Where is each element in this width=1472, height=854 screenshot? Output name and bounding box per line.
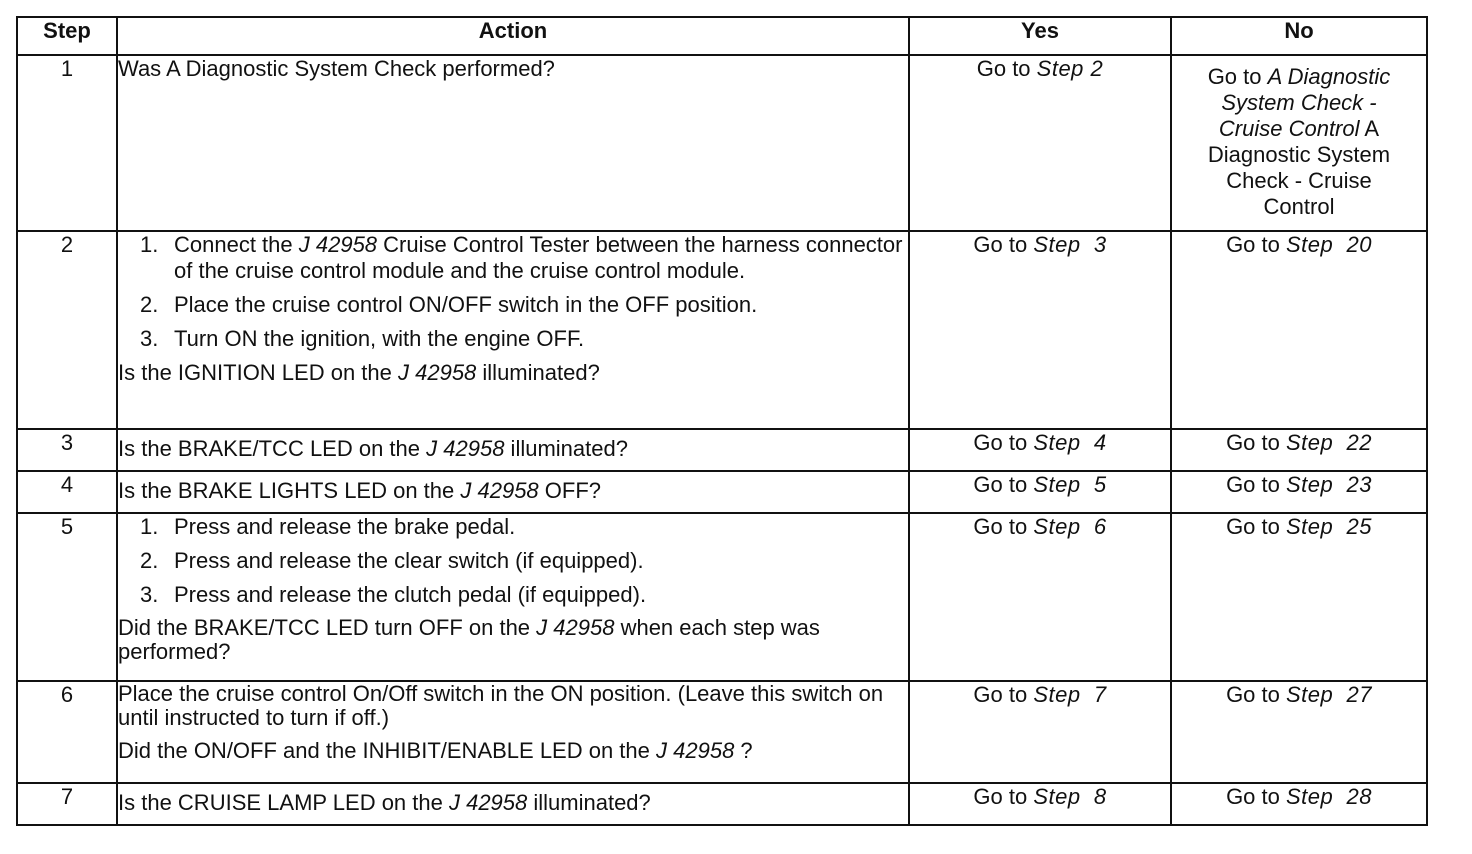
instruction-list (118, 514, 908, 608)
header-step: Step (17, 17, 117, 55)
yes-prefix: Go to (973, 472, 1034, 497)
no-target-link[interactable]: Step 22 (1285, 430, 1372, 455)
yes-target-link[interactable]: Step 7 (1033, 682, 1107, 707)
tool-reference: J 42958 (460, 478, 539, 503)
yes-cell (909, 231, 1171, 429)
no-prefix: Go to (1226, 682, 1286, 707)
no-prefix: Go to (1226, 514, 1286, 539)
question-pre: Did the BRAKE/TCC LED turn OFF on the (118, 615, 537, 640)
action-cell (117, 783, 909, 825)
table-row-step-2 (17, 231, 1427, 429)
yes-cell (909, 429, 1171, 471)
question-text (118, 790, 908, 816)
no-cell (1171, 429, 1427, 471)
item-text: Place the cruise control ON/OFF switch in the OFF position. (174, 292, 758, 317)
table-row-step-4 (17, 471, 1427, 513)
step-number: 2 (17, 231, 117, 429)
table-row-step-3 (17, 429, 1427, 471)
no-cell (1171, 681, 1427, 783)
item-text: Cruise Control Tester between the harness connector of the cruise control module and the cruise control module. (174, 232, 903, 283)
header-row (17, 17, 1427, 55)
instruction-item (118, 232, 908, 284)
item-text: Turn ON the ignition, with the engine OFF. (174, 326, 585, 351)
question-text (118, 436, 908, 462)
action-cell (117, 231, 909, 429)
question-pre: Did the ON/OFF and the INHIBIT/ENABLE LED on the (118, 738, 657, 763)
no-target-link[interactable]: Step 20 (1285, 232, 1372, 257)
item-number: 2. (140, 548, 159, 573)
question-text (118, 616, 908, 664)
no-target-link[interactable]: Step 23 (1285, 472, 1372, 497)
yes-cell (909, 513, 1171, 681)
step-number: 1 (17, 55, 117, 231)
question-post: illuminated? (527, 790, 651, 815)
step-number: 6 (17, 681, 117, 783)
tool-reference: J 42958 (398, 360, 477, 385)
yes-target-link[interactable]: Step 2 (1036, 56, 1104, 81)
instruction-item (118, 326, 908, 352)
yes-prefix: Go to (973, 430, 1034, 455)
item-number: 3. (140, 326, 159, 351)
item-text: Press and release the brake pedal. (174, 514, 516, 539)
tool-reference: J 42958 (448, 790, 528, 815)
yes-target-link[interactable]: Step 4 (1033, 430, 1107, 455)
yes-cell (909, 55, 1171, 231)
no-target-link[interactable]: Step 28 (1285, 784, 1372, 809)
question-pre: Is the BRAKE/TCC LED on the (118, 436, 427, 461)
table-row-step-6 (17, 681, 1427, 783)
no-target-link[interactable]: Step 25 (1285, 514, 1372, 539)
instruction-item (118, 514, 908, 540)
yes-cell (909, 783, 1171, 825)
yes-cell (909, 471, 1171, 513)
no-prefix: Go to (1226, 784, 1286, 809)
no-target-link[interactable]: Step 27 (1285, 682, 1372, 707)
question-text (118, 738, 908, 764)
question-post: ? (734, 738, 753, 763)
yes-target-link[interactable]: Step 6 (1033, 514, 1107, 539)
no-cell (1171, 783, 1427, 825)
instruction-item (118, 582, 908, 608)
no-cell (1171, 55, 1427, 231)
diagnostic-table (16, 16, 1428, 826)
yes-prefix: Go to (976, 56, 1037, 81)
yes-prefix: Go to (973, 784, 1034, 809)
action-cell (117, 55, 909, 231)
tool-reference: J 42958 (426, 436, 505, 461)
item-text: Connect the (174, 232, 299, 257)
item-number: 2. (140, 292, 159, 317)
no-cell (1171, 231, 1427, 429)
instruction-list (118, 232, 908, 352)
no-suffix: A Diagnostic System Check - Cruise Control (1207, 116, 1391, 219)
tool-reference: J 42958 (298, 232, 378, 257)
action-cell (117, 471, 909, 513)
instruction-item (118, 548, 908, 574)
question-post: illuminated? (476, 360, 600, 385)
item-number: 1. (140, 514, 159, 539)
no-prefix: Go to (1226, 232, 1286, 257)
item-number: 3. (140, 582, 159, 607)
question-pre: Is the IGNITION LED on the (118, 360, 398, 385)
yes-target-link[interactable]: Step 8 (1033, 784, 1107, 809)
step-number: 7 (17, 783, 117, 825)
question-post: illuminated? (504, 436, 628, 461)
yes-cell (909, 681, 1171, 783)
item-text: Press and release the clutch pedal (if equipped). (174, 582, 647, 607)
table-row-step-1 (17, 55, 1427, 231)
step-number: 3 (17, 429, 117, 471)
action-cell (117, 429, 909, 471)
no-prefix: Go to (1207, 64, 1268, 89)
question-post: when each step was performed? (118, 615, 820, 664)
header-no: No (1171, 17, 1427, 55)
table-row-step-5 (17, 513, 1427, 681)
question-text (118, 478, 908, 504)
instruction-text: Place the cruise control On/Off switch in the ON position. (Leave this switch on until instructed to turn if off.) (118, 681, 884, 730)
header-action: Action (117, 17, 909, 55)
question-text: Was A Diagnostic System Check performed? (118, 56, 555, 81)
question-pre: Is the BRAKE LIGHTS LED on the (118, 478, 461, 503)
no-prefix: Go to (1226, 472, 1286, 497)
no-cell (1171, 471, 1427, 513)
question-text (118, 360, 908, 386)
instruction-item (118, 292, 908, 318)
item-text: Press and release the clear switch (if equipped). (174, 548, 644, 573)
table-row-step-7 (17, 783, 1427, 825)
question-pre: Is the CRUISE LAMP LED on the (118, 790, 449, 815)
yes-target-link[interactable]: Step 5 (1033, 472, 1107, 497)
tool-reference: J 42958 (656, 738, 735, 763)
question-post: OFF? (538, 478, 602, 503)
yes-prefix: Go to (973, 514, 1034, 539)
action-cell (117, 513, 909, 681)
header-yes: Yes (909, 17, 1171, 55)
no-cell (1171, 513, 1427, 681)
step-number: 4 (17, 471, 117, 513)
yes-prefix: Go to (973, 682, 1034, 707)
action-cell (117, 681, 909, 783)
step-number: 5 (17, 513, 117, 681)
yes-prefix: Go to (973, 232, 1034, 257)
tool-reference: J 42958 (536, 615, 615, 640)
yes-target-link[interactable]: Step 3 (1033, 232, 1107, 257)
no-prefix: Go to (1226, 430, 1286, 455)
no-target-link[interactable]: A Diagnostic System Check - Cruise Control (1218, 64, 1391, 141)
item-number: 1. (140, 232, 159, 257)
